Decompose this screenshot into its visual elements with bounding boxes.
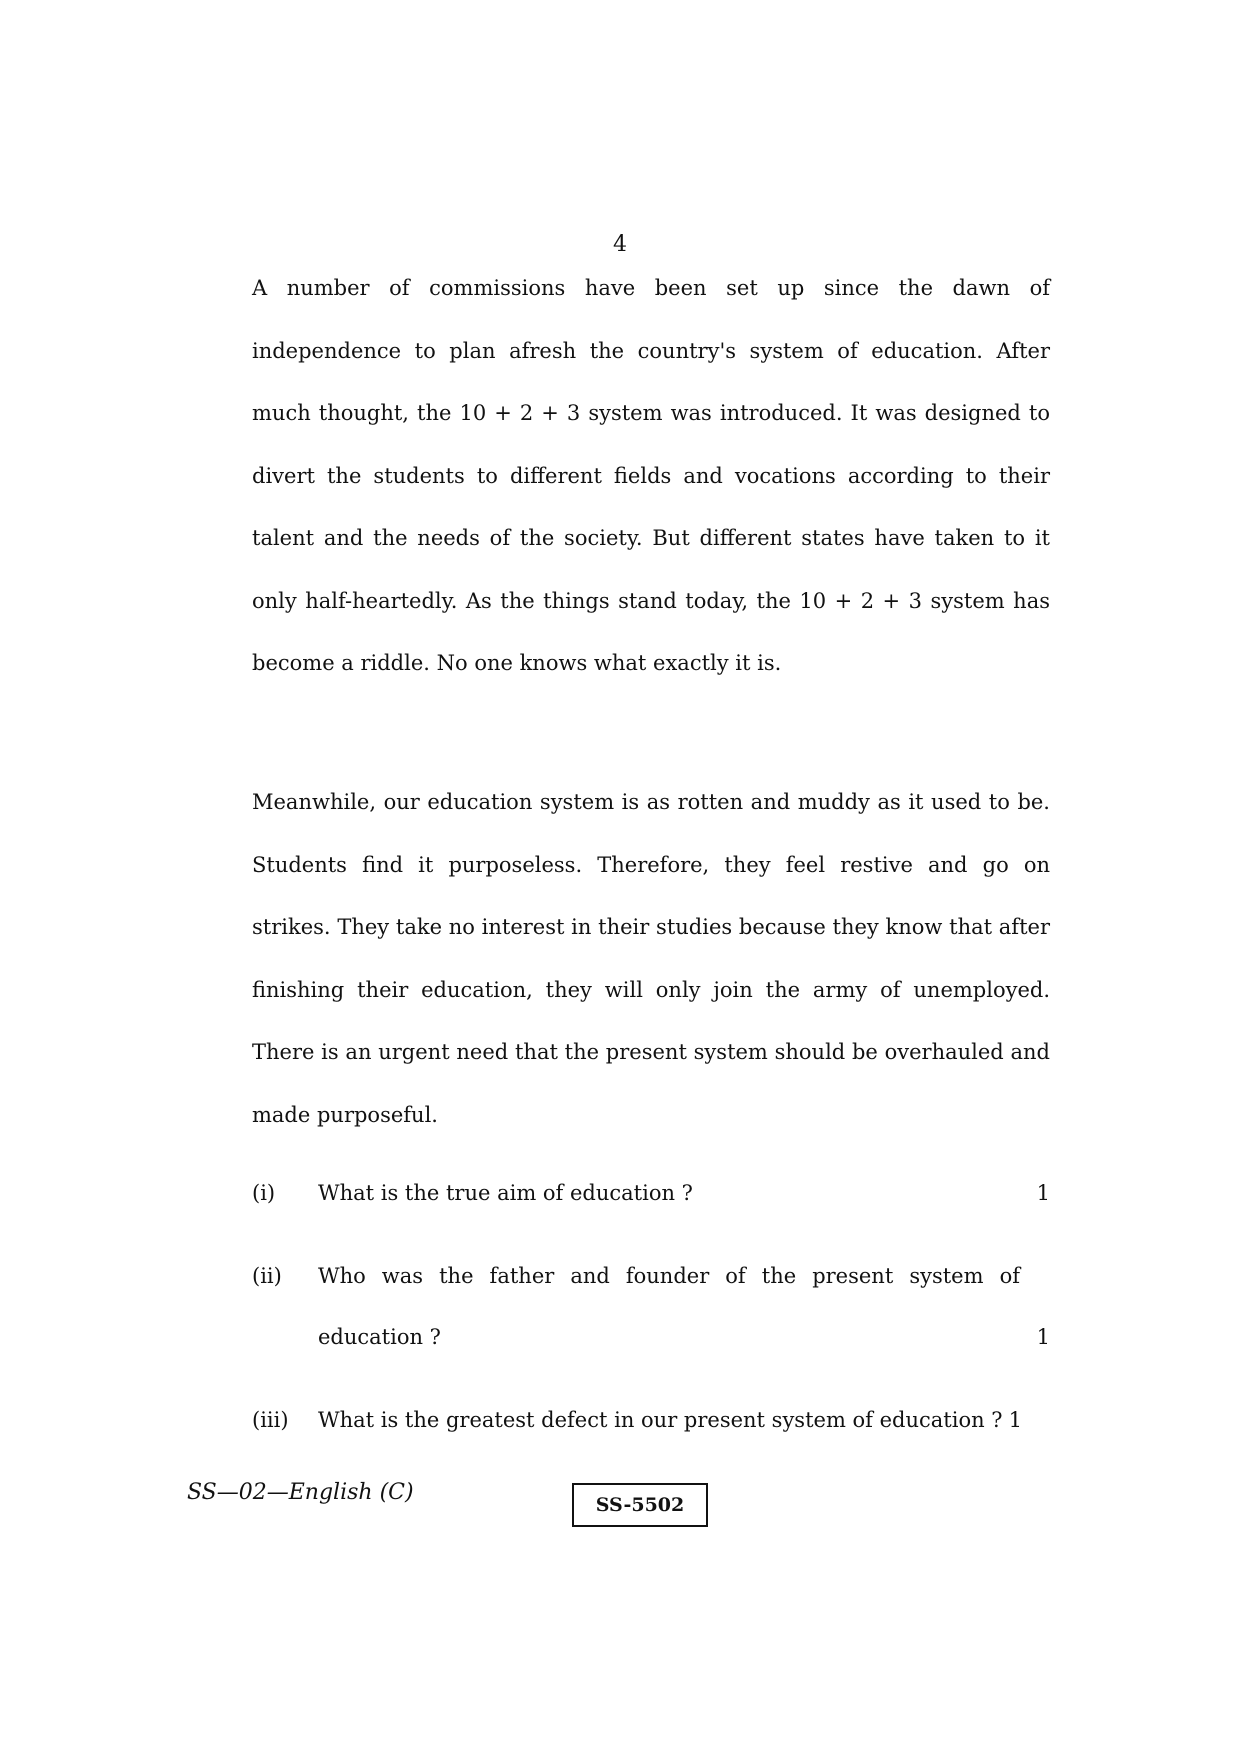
question-item (252, 1163, 1050, 1224)
question-number: (ii) (252, 1264, 282, 1288)
question-number: (i) (252, 1181, 276, 1205)
page-number: 4 (613, 232, 627, 257)
question-text: What is the true aim of education ? (318, 1181, 693, 1205)
question-marks: 1 (1036, 1325, 1050, 1349)
paper-code-box-label: SS-5502 (595, 1494, 685, 1516)
question-item (252, 1246, 1050, 1368)
question-text (318, 1390, 1050, 1451)
question-marks: 1 (1008, 1408, 1022, 1432)
question-list (252, 1163, 1050, 1451)
question-marks: 1 (1036, 1181, 1050, 1205)
question-item (252, 1390, 1050, 1451)
paper-code: SS—02—English (C) (187, 1480, 414, 1505)
passage-paragraph-2: Meanwhile, our education system is as rotten and muddy as it used to be. Students find it purposeless. Therefore, they feel restive and go on strikes. They take no interest in their studies because they know that after finishing their education, they will only join the army of unemployed. There is an urgent need that the present system should be overhauled and made purposeful. (252, 790, 1050, 1127)
passage-paragraph-1: A number of commissions have been set up since the dawn of independence to plan afresh the country's system of education. After much thought, the 10 + 2 + 3 system was introduced. It was designed to divert the students to different fields and vocations according to their talent and the needs of the society. But different states have taken to it only half-heartedly. As the things stand today, the 10 + 2 + 3 system has become a riddle. No one knows what exactly it is. (252, 276, 1050, 675)
question-text: Who was the father and founder of the present system of education ? (318, 1264, 1020, 1349)
question-text-content: What is the greatest defect in our present system of education ? (318, 1408, 1003, 1432)
question-number: (iii) (252, 1408, 289, 1432)
paper-code-box (572, 1483, 708, 1527)
